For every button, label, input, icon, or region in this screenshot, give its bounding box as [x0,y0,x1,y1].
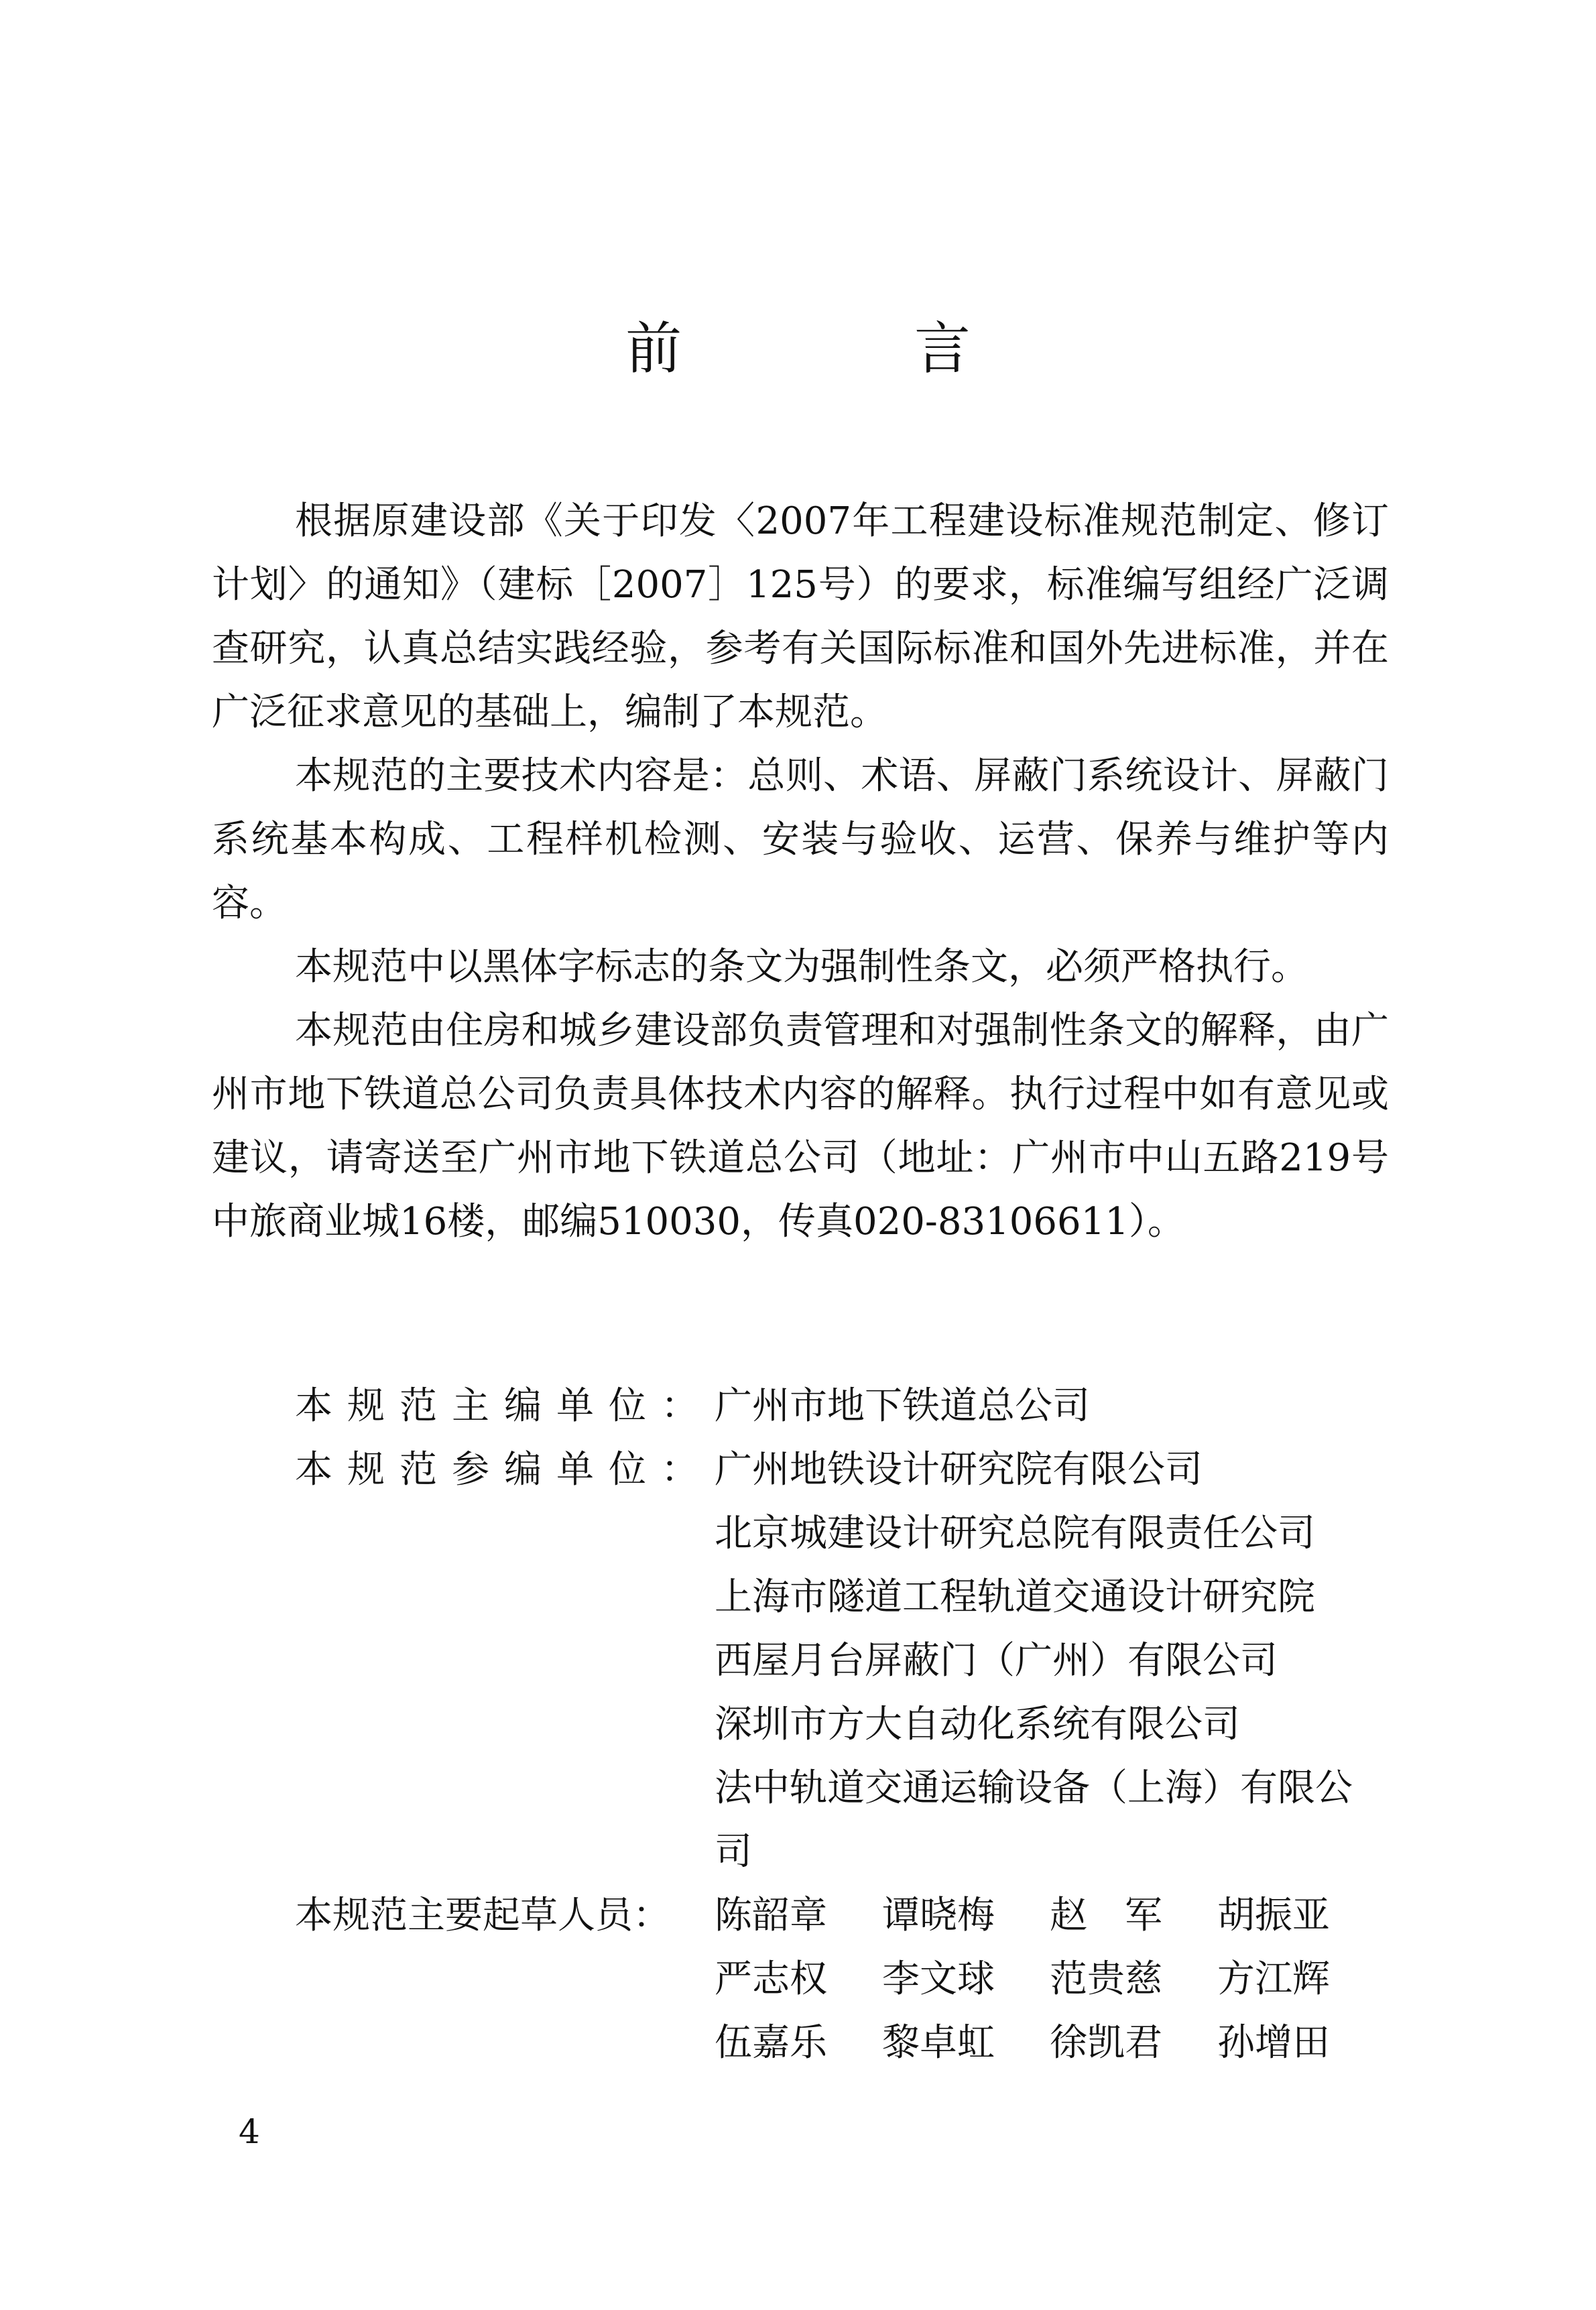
participating-row [295,1438,1394,1884]
participating-unit: 法中轨道交通运输设备（上海）有限公司 [715,1766,1353,1874]
paragraph-contents: 本规范的主要技术内容是：总则、术语、屏蔽门系统设计、屏蔽门系统基本构成、工程样机检测、安装与验收、运营、保养与维护等内容。 [212,754,1389,925]
drafter-name: 徐凯君 [1050,2021,1162,2065]
participating-unit: 北京城建设计研究总院有限责任公司 [715,1512,1315,1555]
drafter-name: 黎卓虹 [882,2021,995,2065]
chief-editor-unit: 广州市地下铁道总公司 [715,1384,1090,1428]
drafter-name: 胡振亚 [1217,1894,1330,1937]
participating-unit: 西屋月台屏蔽门（广州）有限公司 [715,1639,1278,1683]
paragraph-management: 本规范由住房和城乡建设部负责管理和对强制性条文的解释，由广州市地下铁道总公司负责具体技术内容的解释。执行过程中如有意见或建议，请寄送至广州市地下铁道总公司（地址：广州市中山五路219号中旅商业城16楼，邮编510030，传真020-83106611）。 [212,1009,1389,1243]
credits-section [295,1374,1394,2075]
drafter-name: 范贵慈 [1050,1957,1162,2001]
drafter-name: 方江辉 [1217,1957,1330,2001]
drafter-name: 赵 军 [1050,1894,1162,1937]
paragraph-mandatory: 本规范中以黑体字标志的条文为强制性条文，必须严格执行。 [295,945,1308,989]
participating-unit: 深圳市方大自动化系统有限公司 [715,1703,1240,1746]
drafter-name: 陈韶章 [715,1894,827,1937]
drafters-row [295,1884,1394,2075]
participating-unit: 上海市隧道工程轨道交通设计研究院 [715,1575,1315,1619]
drafter-name: 李文球 [882,1957,995,2001]
participating-unit: 广州地铁设计研究院有限公司 [715,1448,1203,1492]
drafter-name: 伍嘉乐 [715,2021,827,2065]
page-number: 4 [239,2112,260,2151]
drafter-name: 孙增田 [1217,2021,1330,2065]
chief-editor-row [295,1374,1394,1438]
participating-label: 本规范参编单位： [295,1448,713,1492]
drafter-name: 谭晓梅 [882,1894,995,1937]
chief-editor-label: 本规范主编单位： [295,1384,713,1428]
preface-body [212,489,1389,1254]
drafters-label: 本规范主要起草人员： [295,1894,670,1937]
page-title: 前 言 [625,316,1078,381]
paragraph-basis: 根据原建设部《关于印发〈2007年工程建设标准规范制定、修订计划〉的通知》（建标［2007］125号）的要求，标准编写组经广泛调查研究，认真总结实践经验，参考有关国际标准和国外先进标准，并在广泛征求意见的基础上，编制了本规范。 [212,499,1389,734]
drafters-names [715,1884,1394,2075]
drafter-name: 严志权 [715,1957,827,2001]
